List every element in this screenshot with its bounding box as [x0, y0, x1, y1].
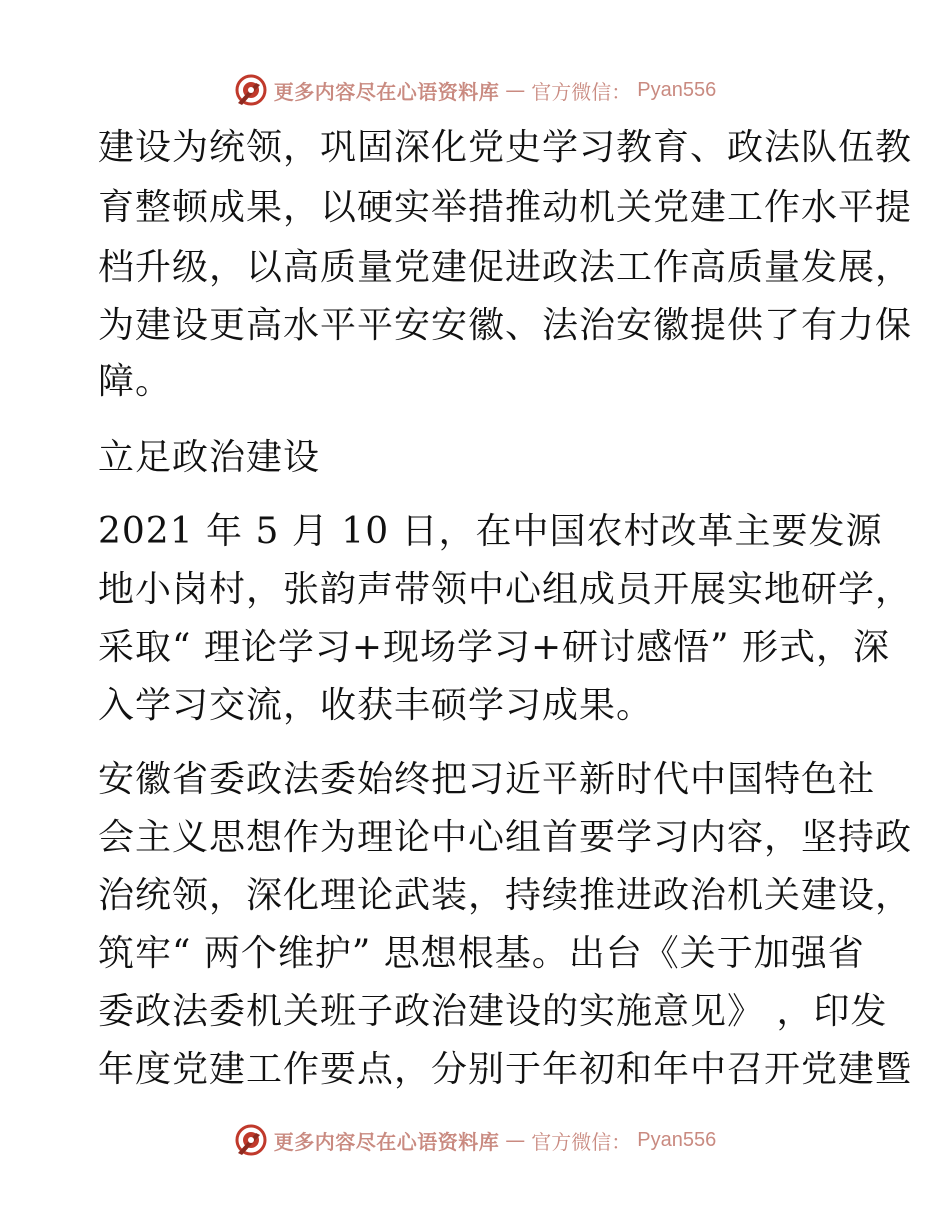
body-line: 筑牢“ 两个维护” 思想根基。出台《关于加强省 [98, 933, 865, 974]
banner-wechat-label: 官方微信： [531, 1129, 632, 1154]
banner-wechat-id: Pyan556 [637, 78, 717, 101]
pen-logo-icon [234, 1123, 268, 1157]
banner-dash: — [505, 78, 526, 102]
section-heading: 立足政治建设 [98, 437, 321, 478]
banner-text: 更多内容尽在心语资料库 [273, 1129, 500, 1154]
pen-logo-icon [234, 73, 268, 107]
body-line: 入学习交流，收获丰硕学习成果。 [98, 685, 654, 726]
body-line: 治统领，深化理论武装，持续推进政治机关建设， [98, 875, 913, 916]
header-banner [0, 70, 950, 110]
body-line: 2021 年 5 月 10 日，在中国农村改革主要发源 [98, 511, 883, 552]
body-line: 为建设更高水平平安安徽、法治安徽提供了有力保 [98, 305, 913, 346]
body-line: 年度党建工作要点，分别于年初和年中召开党建暨 [98, 1049, 913, 1090]
footer-banner [0, 1120, 950, 1160]
banner-wechat-id: Pyan556 [637, 1128, 717, 1151]
body-line: 委政法委机关班子政治建设的实施意见》 ，印发 [98, 991, 888, 1032]
body-line: 建设为统领，巩固深化党史学习教育、政法队伍教 [98, 127, 913, 168]
body-line: 采取“ 理论学习+现场学习+研讨感悟” 形式，深 [98, 627, 891, 668]
body-line: 安徽省委政法委始终把习近平新时代中国特色社 [98, 759, 876, 800]
body-line: 地小岗村，张韵声带领中心组成员开展实地研学， [98, 569, 913, 610]
banner-text: 更多内容尽在心语资料库 [273, 79, 500, 104]
banner-dash: — [505, 1128, 526, 1152]
banner-wechat-label: 官方微信： [531, 79, 632, 104]
body-line: 育整顿成果，以硬实举措推动机关党建工作水平提 [98, 187, 913, 228]
body-line: 障。 [98, 361, 173, 402]
body-line: 会主义思想作为理论中心组首要学习内容，坚持政 [98, 817, 913, 858]
body-line: 档升级，以高质量党建促进政法工作高质量发展， [98, 247, 913, 288]
